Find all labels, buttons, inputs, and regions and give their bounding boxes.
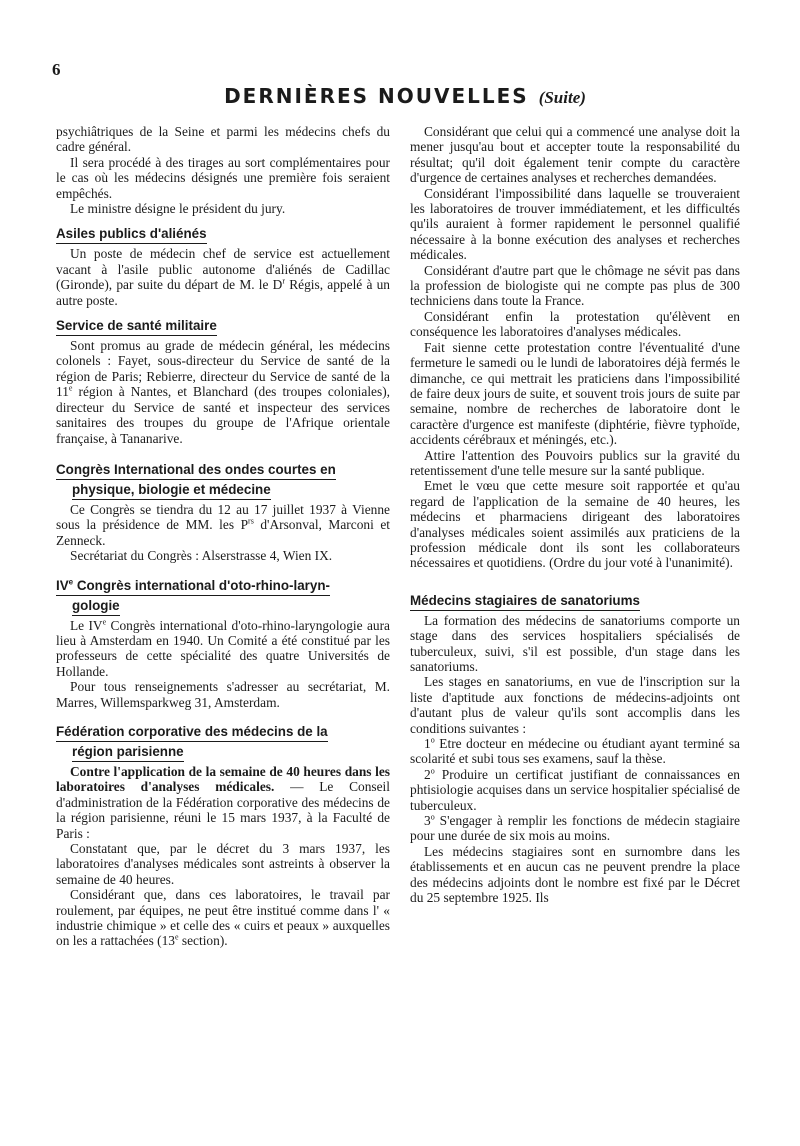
- banner-suite: (Suite): [538, 88, 586, 107]
- paragraph: Considérant que celui qui a commencé une analyse doit la mener jusqu'au bout et accepter toute la responsabilité du résultat; qu'il doit également tenir compte du caractère d'urgence de certaines analyses et recherches demandées.: [410, 124, 740, 186]
- paragraph: Les stages en sanatoriums, en vue de l'inscription sur la liste d'aptitude aux fonctions de médecins-adjoints ont d'autant plus de valeur qu'ils sont accomplis dans les conditions suivantes :: [410, 674, 740, 736]
- condition-item: 2$^o$ Produire un certificat justifiant de connaissances en phtisiologie acquises dans un service hospitalier spécialisé de tuberculeux.: [410, 766, 740, 813]
- section-heading-stagiaires: Médecins stagiaires de sanatoriums: [410, 593, 740, 608]
- banner-title: DERNIÈRES NOUVELLES: [224, 84, 529, 108]
- section-heading-federation: Fédération corporative des médecins de la région parisienne: [56, 724, 390, 759]
- paragraph: Emet le vœu que cette mesure soit rapportée et qu'au regard de l'application de la semaine de 40 heures, les médecins et pharmaciens dirigeant des laboratoires d'analyses médicales soient assimilés aux praticiens de la profession médicale dont ils sont les collaborateurs nécessaires et quotidiens. (Ordre du jour voté à l'unanimité).: [410, 478, 740, 571]
- paragraph: Les médecins stagiaires sont en surnombre dans les établissements et en aucun cas ne peuvent prendre la place des médecins adjoints dont le nombre est fixé par le Décret du 25 septembre 1925. Ils: [410, 843, 740, 906]
- paragraph: Sont promus au grade de médecin général, les médecins colonels : Fayet, sous-directeur du Service de santé de la région de Paris; Rebierre, directeur du Service de santé de la 11e région à Nantes, et Blanchard (des troupes coloniales), directeur du Service de santé et inspecteur des services sanitaires des troupes du groupe de l'Afrique orientale française, à Tananarive.: [56, 338, 390, 446]
- paragraph: La formation des médecins de sanatoriums comporte un stage dans des services hospitaliers spécialisés de tuberculeux, suivi, s'il est possible, d'un stage dans les sanatoriums.: [410, 612, 740, 674]
- section-heading-asiles: Asiles publics d'aliénés: [56, 226, 390, 241]
- paragraph: Fait sienne cette protestation contre l'éventualité d'une fermeture le samedi ou le lundi de laboratoires déjà fermés le dimanche, ce qui mettrait les praticiens dans l'impossibilité de faire deux jours de suite, et souvent trois jours de suite par semaine, nombre de recherches de laboratoire dont le caractère d'urgence est manifeste (diphtérie, fièvre typhoïde, accidents cérébraux et méningés, etc.).: [410, 339, 740, 448]
- paragraph: Considérant enfin la protestation qu'élèvent en conséquence les laboratoires d'analyses médicales.: [410, 308, 740, 340]
- condition-item: 1$^o$ Etre docteur en médecine ou étudiant ayant terminé sa scolarité et subi tous ses examens, sauf la thèse.: [410, 735, 740, 767]
- paragraph: Il sera procédé à des tirages au sort complémentaires pour le cas où les médecins désignés une première fois seraient empêchés.: [56, 154, 390, 201]
- paragraph: Considérant l'impossibilité dans laquelle se trouveraient les laboratoires de trouver immédiatement, et les difficultés qu'ils auraient à former rapidement le personnel qualifié nécessaire à la bonne exécution des analyses et recherches médicales.: [410, 185, 740, 263]
- section-heading-sante-militaire: Service de santé militaire: [56, 318, 390, 333]
- paragraph: Ce Congrès se tiendra du 12 au 17 juillet 1937 à Vienne sous la présidence de MM. les $P^{rs}$ d'Arsonval, Marconi et Zenneck.: [56, 501, 390, 548]
- paragraph: Considérant que, dans ces laboratoires, le travail par roulement, par équipes, ne peut être institué comme dans l' « industrie chimique » et celle des « cuirs et peaux » auxquelles on les a rattachées (13e section).: [56, 887, 390, 949]
- paragraph: Considérant d'autre part que le chômage ne sévit pas dans la profession de biologiste qui ne compte pas plus de 300 techniciens dans toute la France.: [410, 262, 740, 309]
- paragraph: Pour tous renseignements s'adresser au secrétariat, M. Marres, Willemsparkweg 31, Amsterdam.: [56, 679, 390, 710]
- paragraph: Contre l'application de la semaine de 40 heures dans les laboratoires d'analyses médicales. — Le Conseil d'administration de la Fédération corporative des médecins de la région parisienne, réuni le 15 mars 1937, à la Faculté de Paris :: [56, 763, 390, 841]
- section-heading-oto-rhino: IVe Congrès international d'oto-rhino-laryn- gologie: [56, 578, 390, 613]
- paragraph: Constatant que, par le décret du 3 mars 1937, les laboratoires d'analyses médicales sont astreints à observer la semaine de 40 heures.: [56, 841, 390, 887]
- page-number: 6: [52, 60, 61, 79]
- condition-item: 3$^o$ S'engager à remplir les fonctions de médecin stagiaire pour une durée de six mois au moins.: [410, 812, 740, 844]
- left-column: [56, 124, 390, 949]
- paragraph: Attire l'attention des Pouvoirs publics sur la gravité du retentissement d'une telle mesure sur la santé publique.: [410, 447, 740, 478]
- paragraph: Le IVe Congrès international d'oto-rhino-laryngologie aura lieu à Amsterdam en 1940. Un Comité a été constitué par les professeurs de cette spécialité des quatre Universités de Hollande.: [56, 617, 390, 679]
- paragraph: psychiâtriques de la Seine et parmi les médecins chefs du cadre général.: [56, 124, 390, 155]
- right-column: [410, 124, 740, 906]
- paragraph: Secrétariat du Congrès : Alserstrasse 4, Wien IX.: [70, 548, 333, 564]
- section-banner: [170, 84, 640, 108]
- paragraph: Un poste de médecin chef de service est actuellement vacant à l'asile public autonome d'aliénés de Cadillac (Gironde), par suite du départ de M. le $D^r$ Régis, appelé à un autre poste.: [56, 246, 391, 308]
- paragraph: Le ministre désigne le président du jury.: [70, 201, 286, 217]
- section-heading-ondes-courtes: Congrès International des ondes courtes en physique, biologie et médecine: [56, 462, 390, 497]
